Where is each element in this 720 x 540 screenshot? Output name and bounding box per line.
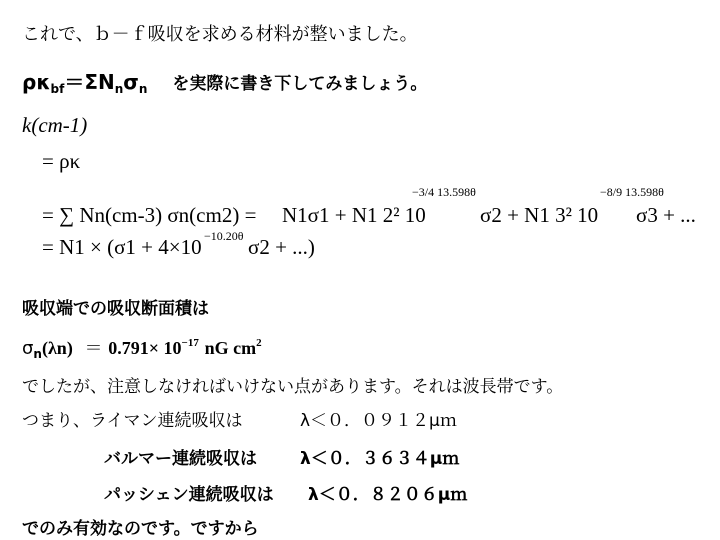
eq-line-3-exp2: −8/9 13.598θ <box>600 185 664 199</box>
closing-text: でのみ有効なのです。ですから <box>22 519 259 539</box>
eq-line-3b: N1σ1 + N1 2² 10 <box>282 203 426 227</box>
formula-n1: n <box>114 82 124 96</box>
series-prefix: つまり、 <box>22 411 90 431</box>
eq-line-2: = ρκ <box>42 149 81 173</box>
formula-n2: n <box>138 82 148 96</box>
eq-line-4-exp: −10.20θ <box>204 229 244 243</box>
series-row-lyman <box>22 406 457 431</box>
cs-value: 0.791× 10 <box>108 338 182 358</box>
eq-line-3c: σ2 + N1 3² 10 <box>480 203 599 227</box>
caution-text: でしたが、注意しなければいけない点があります。それは波長帯です。 <box>22 377 564 397</box>
series-name-lyman: ライマン連続吸収は <box>90 411 243 431</box>
series-row-paschen <box>104 480 468 505</box>
cs-arg: (λn) <box>41 338 73 358</box>
formula-lhs-sub: bf <box>50 82 65 96</box>
series-name-paschen: パッシェン連続吸収は <box>104 485 274 505</box>
series-cond-paschen: λ＜０．８２０６μｍ <box>308 485 468 505</box>
series-row-balmer <box>104 444 460 469</box>
equation-block <box>20 112 710 272</box>
eq-line-3d: σ3 + ... <box>636 203 696 227</box>
cs-lhs-sub: n <box>33 347 42 361</box>
eq-line-4b: σ2 + ...) <box>248 235 315 259</box>
series-cond-lyman: λ＜０．０９１２μｍ <box>300 411 457 431</box>
eq-line-3a: = ∑ Nn(cm-3) σn(cm2) = <box>42 203 257 227</box>
eq-line-3-exp1: −3/4 13.598θ <box>412 185 476 199</box>
cs-eq: ＝ <box>84 338 103 359</box>
cs-exp: −17 <box>181 337 199 349</box>
cs-lhs: σ <box>22 338 34 359</box>
formula-eq: ＝ΣN <box>64 70 115 94</box>
eq-line-4a: = N1 × (σ1 + 4×10 <box>42 235 202 259</box>
formula-tail: を実際に書き下してみましょう。 <box>172 74 428 94</box>
cs-units-exp: 2 <box>256 337 262 349</box>
formula-sigma: σ <box>123 70 139 94</box>
cs-units: nG cm <box>204 338 257 358</box>
intro-text: これで、ｂ－ｆ吸収を求める材料が整いました。 <box>22 24 418 45</box>
formula-lhs: ρκ <box>22 70 51 94</box>
eq-line-1: k(cm-1) <box>22 113 88 137</box>
cross-section-line <box>22 334 262 361</box>
series-name-balmer: バルマー連続吸収は <box>104 449 257 469</box>
formula-line <box>22 66 427 96</box>
series-cond-balmer: λ＜０．３６３４μｍ <box>300 449 460 469</box>
edge-heading: 吸収端での吸収断面積は <box>22 299 209 319</box>
